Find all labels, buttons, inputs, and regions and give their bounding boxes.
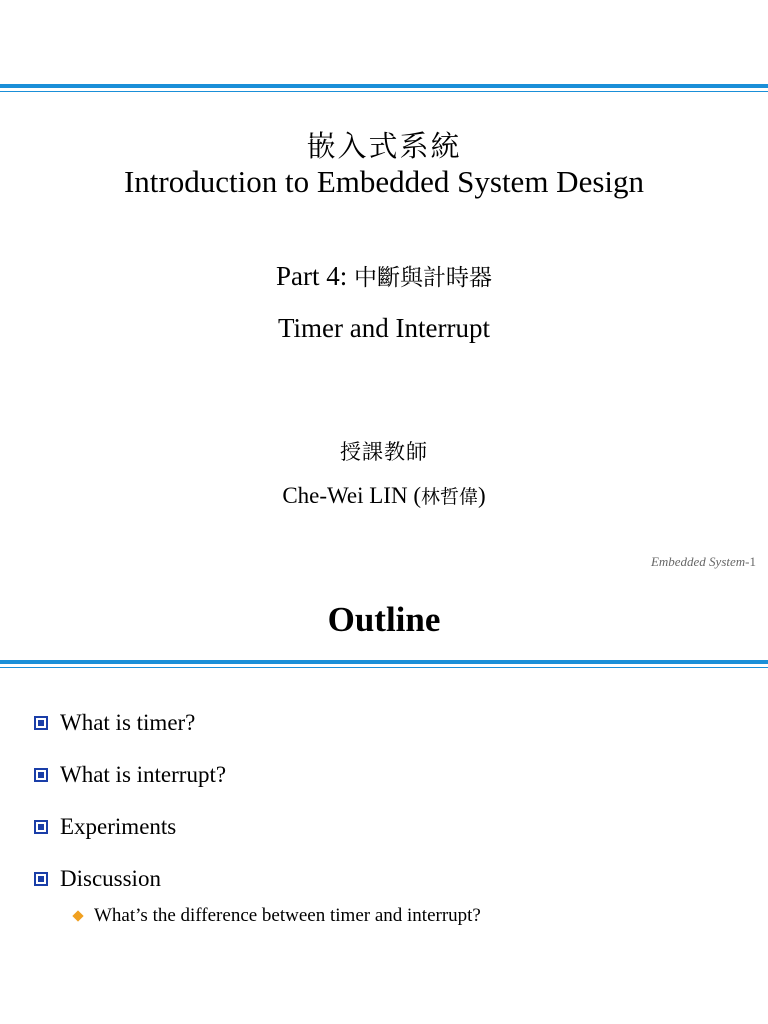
course-title-english: Introduction to Embedded System Design [123,164,645,199]
square-bullet-icon [34,820,48,834]
sub-list-item [74,905,481,927]
course-title-chinese: 嵌入式系統 [306,129,462,163]
outline-title: Outline [327,600,441,639]
list-item-text: Experiments [60,814,177,839]
square-bullet-icon [34,768,48,782]
list-item-text: What is interrupt? [60,762,227,787]
instructor-name-english: Che-Wei LIN ( [282,483,421,508]
slide-footer [651,554,756,570]
title-slide-divider [0,84,768,96]
square-bullet-icon [34,872,48,886]
square-bullet-icon [34,716,48,730]
list-item [34,697,734,749]
footer-page-number: -1 [745,554,756,569]
list-item-text: What is timer? [60,710,196,735]
outline-list [34,697,734,905]
list-item [34,749,734,801]
list-item-text: Discussion [60,866,161,891]
instructor-label: 授課教師 [340,440,428,464]
outline-slide-divider [0,660,768,672]
instructor-name-close: ) [478,483,486,508]
part-number: Part 4: [276,261,354,291]
list-item [34,853,734,905]
list-item [34,801,734,853]
diamond-bullet-icon [72,910,83,921]
part-title-chinese: 中斷與計時器 [354,265,492,291]
footer-label: Embedded System [650,554,746,569]
instructor-name-chinese: 林哲偉 [420,486,478,508]
sub-list-item-text: What’s the difference between timer and interrupt? [94,905,481,926]
part-subtitle: Timer and Interrupt [278,313,490,343]
instructor-name [0,482,768,509]
part-heading [0,259,768,292]
